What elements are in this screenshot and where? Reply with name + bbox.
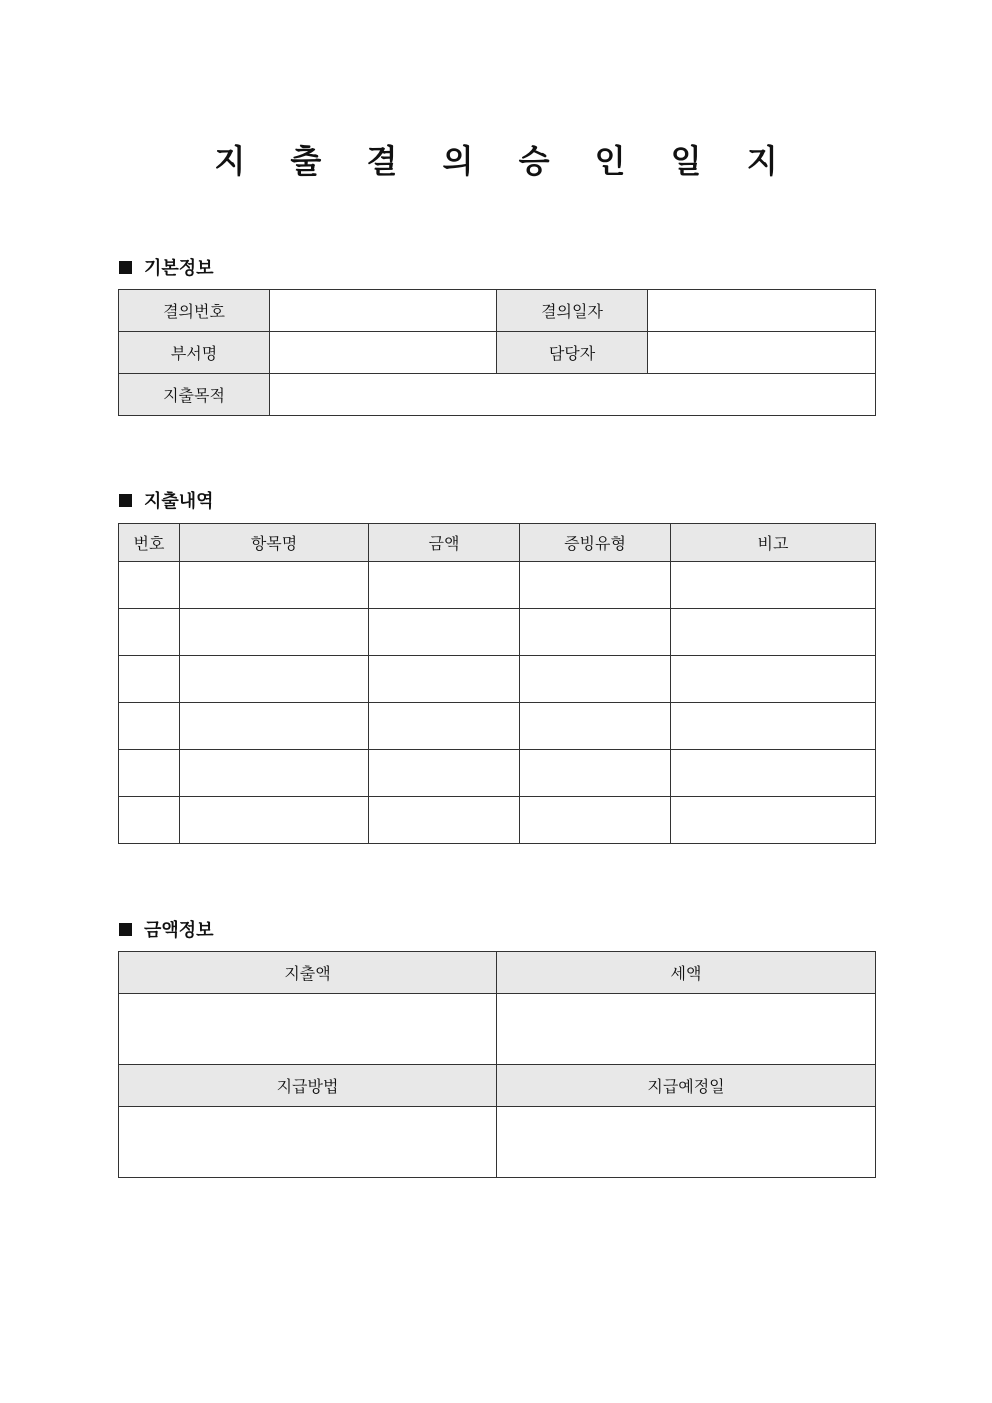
amount-table-row — [119, 994, 876, 1065]
expense-details-heading — [119, 487, 214, 513]
basic-info-table — [118, 289, 876, 416]
amount-info-heading — [119, 916, 214, 942]
table-cell[interactable] — [671, 609, 876, 656]
table-cell[interactable] — [369, 797, 520, 844]
square-bullet-icon — [119, 261, 132, 274]
table-cell[interactable] — [369, 562, 520, 609]
table-cell[interactable] — [180, 750, 369, 797]
table-row — [119, 797, 876, 844]
table-cell[interactable] — [369, 609, 520, 656]
table-row — [119, 656, 876, 703]
table-cell[interactable] — [520, 703, 671, 750]
table-cell[interactable] — [119, 750, 180, 797]
square-bullet-icon — [119, 923, 132, 936]
table-row — [119, 750, 876, 797]
table-cell[interactable] — [671, 562, 876, 609]
resolution-no-label: 결의번호 — [119, 290, 270, 332]
table-cell[interactable] — [119, 656, 180, 703]
resolution-date-label: 결의일자 — [497, 290, 648, 332]
expense-amount-label: 지출액 — [119, 952, 497, 994]
column-header-remarks: 비고 — [671, 524, 876, 562]
table-cell[interactable] — [671, 750, 876, 797]
basic-info-row — [119, 374, 876, 416]
table-cell[interactable] — [369, 656, 520, 703]
expense-details-table — [118, 523, 876, 844]
column-header-item-name: 항목명 — [180, 524, 369, 562]
table-cell[interactable] — [520, 797, 671, 844]
table-row — [119, 703, 876, 750]
basic-info-heading — [119, 254, 214, 280]
department-field[interactable] — [270, 332, 497, 374]
manager-field[interactable] — [648, 332, 876, 374]
table-cell[interactable] — [180, 703, 369, 750]
square-bullet-icon — [119, 494, 132, 507]
table-row — [119, 609, 876, 656]
amount-info-table — [118, 951, 876, 1178]
column-header-evidence-type: 증빙유형 — [520, 524, 671, 562]
table-cell[interactable] — [520, 656, 671, 703]
table-cell[interactable] — [119, 609, 180, 656]
amount-table-header — [119, 1065, 876, 1107]
resolution-no-field[interactable] — [270, 290, 497, 332]
table-cell[interactable] — [520, 562, 671, 609]
payment-method-label: 지급방법 — [119, 1065, 497, 1107]
tax-amount-field[interactable] — [497, 994, 876, 1065]
table-cell[interactable] — [671, 656, 876, 703]
expense-details-heading-text: 지출내역 — [144, 491, 214, 512]
basic-info-row — [119, 332, 876, 374]
table-cell[interactable] — [520, 609, 671, 656]
table-cell[interactable] — [119, 703, 180, 750]
basic-info-heading-text: 기본정보 — [144, 258, 214, 279]
expense-amount-field[interactable] — [119, 994, 497, 1065]
purpose-field[interactable] — [270, 374, 876, 416]
table-cell[interactable] — [671, 797, 876, 844]
table-cell[interactable] — [520, 750, 671, 797]
table-cell[interactable] — [180, 656, 369, 703]
expense-table-header — [119, 524, 876, 562]
scheduled-payment-date-label: 지급예정일 — [497, 1065, 876, 1107]
table-cell[interactable] — [671, 703, 876, 750]
table-cell[interactable] — [119, 797, 180, 844]
amount-table-header — [119, 952, 876, 994]
department-label: 부서명 — [119, 332, 270, 374]
amount-table-row — [119, 1107, 876, 1178]
table-cell[interactable] — [180, 562, 369, 609]
scheduled-payment-date-field[interactable] — [497, 1107, 876, 1178]
table-cell[interactable] — [369, 703, 520, 750]
manager-label: 담당자 — [497, 332, 648, 374]
tax-amount-label: 세액 — [497, 952, 876, 994]
payment-method-field[interactable] — [119, 1107, 497, 1178]
table-row — [119, 562, 876, 609]
column-header-amount: 금액 — [369, 524, 520, 562]
table-cell[interactable] — [369, 750, 520, 797]
column-header-number: 번호 — [119, 524, 180, 562]
amount-info-heading-text: 금액정보 — [144, 920, 214, 941]
page-title: 지 출 결 의 승 인 일 지 — [214, 142, 795, 180]
purpose-label: 지출목적 — [119, 374, 270, 416]
table-cell[interactable] — [119, 562, 180, 609]
table-cell[interactable] — [180, 797, 369, 844]
resolution-date-field[interactable] — [648, 290, 876, 332]
table-cell[interactable] — [180, 609, 369, 656]
basic-info-row — [119, 290, 876, 332]
